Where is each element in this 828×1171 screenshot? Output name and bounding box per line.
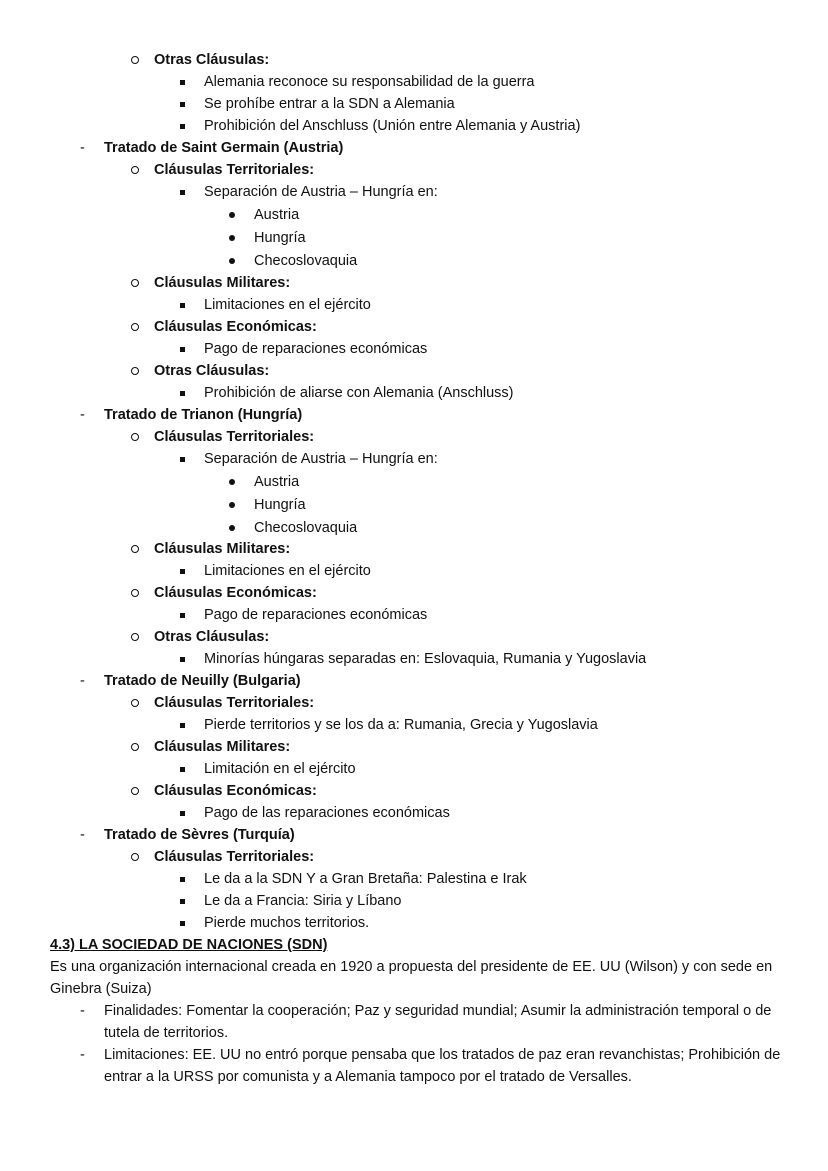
dash-bullet-icon: -: [80, 1047, 85, 1063]
list-item: - Finalidades: Fomentar la cooperación; Paz y seguridad mundial; Asumir la administración temporal o de tutela de territorios.: [104, 1000, 790, 1044]
clause-label: Cláusulas Militares:: [154, 272, 290, 294]
dash-bullet-icon: -: [80, 1003, 85, 1019]
list-item: Pago de reparaciones económicas: [204, 338, 427, 360]
clause-label: Otras Cláusulas:: [154, 360, 269, 382]
section-heading: 4.3) LA SOCIEDAD DE NACIONES (SDN): [50, 937, 328, 953]
circle-bullet-icon: [131, 787, 139, 795]
square-bullet-icon: [180, 657, 185, 662]
square-bullet-icon: [180, 613, 185, 618]
list-item: Prohibición de aliarse con Alemania (Anschluss): [204, 382, 514, 404]
square-bullet-icon: [180, 569, 185, 574]
circle-bullet-icon: [131, 699, 139, 707]
list-item: Hungría: [254, 227, 306, 249]
circle-bullet-icon: [131, 433, 139, 441]
list-item: Separación de Austria – Hungría en:: [204, 448, 438, 470]
list-item: Checoslovaquia: [254, 517, 357, 539]
circle-bullet-icon: [131, 633, 139, 641]
list-item: Limitación en el ejército: [204, 758, 356, 780]
list-item: Minorías húngaras separadas en: Eslovaquia, Rumania y Yugoslavia: [204, 648, 646, 670]
circle-bullet-icon: [131, 367, 139, 375]
list-item: Limitaciones en el ejército: [204, 560, 371, 582]
square-bullet-icon: [180, 102, 185, 107]
square-bullet-icon: [180, 303, 185, 308]
square-bullet-icon: [180, 921, 185, 926]
circle-bullet-icon: [131, 853, 139, 861]
circle-bullet-icon: [131, 323, 139, 331]
list-item: - Limitaciones: EE. UU no entró porque pensaba que los tratados de paz eran revanchistas; Prohibición de entrar a la URSS por comunista y a Alemania tampoco por el tratado de Versalles.: [104, 1044, 790, 1088]
list-item: Le da a Francia: Siria y Líbano: [204, 890, 401, 912]
dash-bullet-icon: -: [80, 140, 85, 156]
list-item: Limitaciones en el ejército: [204, 294, 371, 316]
treaty-title: - Tratado de Neuilly (Bulgaria): [104, 670, 301, 692]
list-item: Separación de Austria – Hungría en:: [204, 181, 438, 203]
list-item: Le da a la SDN Y a Gran Bretaña: Palestina e Irak: [204, 868, 527, 890]
paragraph: Es una organización internacional creada en 1920 a propuesta del presidente de EE. UU (Wilson) y con sede en Ginebra (Suiza): [50, 959, 773, 997]
square-bullet-icon: [180, 190, 185, 195]
treaty-title: - Tratado de Saint Germain (Austria): [104, 137, 343, 159]
treaty-title: - Tratado de Trianon (Hungría): [104, 404, 302, 426]
list-item: Se prohíbe entrar a la SDN a Alemania: [204, 93, 455, 115]
circle-bullet-icon: [131, 56, 139, 64]
square-bullet-icon: [180, 124, 185, 129]
dot-bullet-icon: [229, 502, 235, 508]
dash-bullet-icon: -: [80, 407, 85, 423]
list-item: Alemania reconoce su responsabilidad de la guerra: [204, 71, 534, 93]
square-bullet-icon: [180, 723, 185, 728]
dash-bullet-icon: -: [80, 827, 85, 843]
square-bullet-icon: [180, 347, 185, 352]
clause-label: Cláusulas Territoriales:: [154, 846, 314, 868]
square-bullet-icon: [180, 80, 185, 85]
list-item: Pierde territorios y se los da a: Rumania, Grecia y Yugoslavia: [204, 714, 598, 736]
clause-label: Cláusulas Económicas:: [154, 582, 317, 604]
clause-label: Otras Cláusulas:: [154, 626, 269, 648]
list-item: Pago de reparaciones económicas: [204, 604, 427, 626]
circle-bullet-icon: [131, 166, 139, 174]
clause-label: Cláusulas Económicas:: [154, 316, 317, 338]
square-bullet-icon: [180, 767, 185, 772]
circle-bullet-icon: [131, 589, 139, 597]
list-item: Austria: [254, 471, 299, 493]
list-item: Austria: [254, 204, 299, 226]
square-bullet-icon: [180, 811, 185, 816]
square-bullet-icon: [180, 877, 185, 882]
list-item: Hungría: [254, 494, 306, 516]
dot-bullet-icon: [229, 479, 235, 485]
dot-bullet-icon: [229, 235, 235, 241]
list-item: Pierde muchos territorios.: [204, 912, 369, 934]
circle-bullet-icon: [131, 545, 139, 553]
clause-label: Cláusulas Económicas:: [154, 780, 317, 802]
list-item: Pago de las reparaciones económicas: [204, 802, 450, 824]
circle-bullet-icon: [131, 743, 139, 751]
clause-label: Otras Cláusulas:: [154, 49, 269, 71]
dot-bullet-icon: [229, 212, 235, 218]
dash-bullet-icon: -: [80, 673, 85, 689]
clause-label: Cláusulas Militares:: [154, 736, 290, 758]
dot-bullet-icon: [229, 258, 235, 264]
square-bullet-icon: [180, 391, 185, 396]
dot-bullet-icon: [229, 525, 235, 531]
clause-label: Cláusulas Territoriales:: [154, 159, 314, 181]
square-bullet-icon: [180, 457, 185, 462]
clause-label: Cláusulas Militares:: [154, 538, 290, 560]
list-item: Checoslovaquia: [254, 250, 357, 272]
circle-bullet-icon: [131, 279, 139, 287]
list-item: Prohibición del Anschluss (Unión entre Alemania y Austria): [204, 115, 580, 137]
clause-label: Cláusulas Territoriales:: [154, 426, 314, 448]
square-bullet-icon: [180, 899, 185, 904]
treaty-title: - Tratado de Sèvres (Turquía): [104, 824, 295, 846]
clause-label: Cláusulas Territoriales:: [154, 692, 314, 714]
